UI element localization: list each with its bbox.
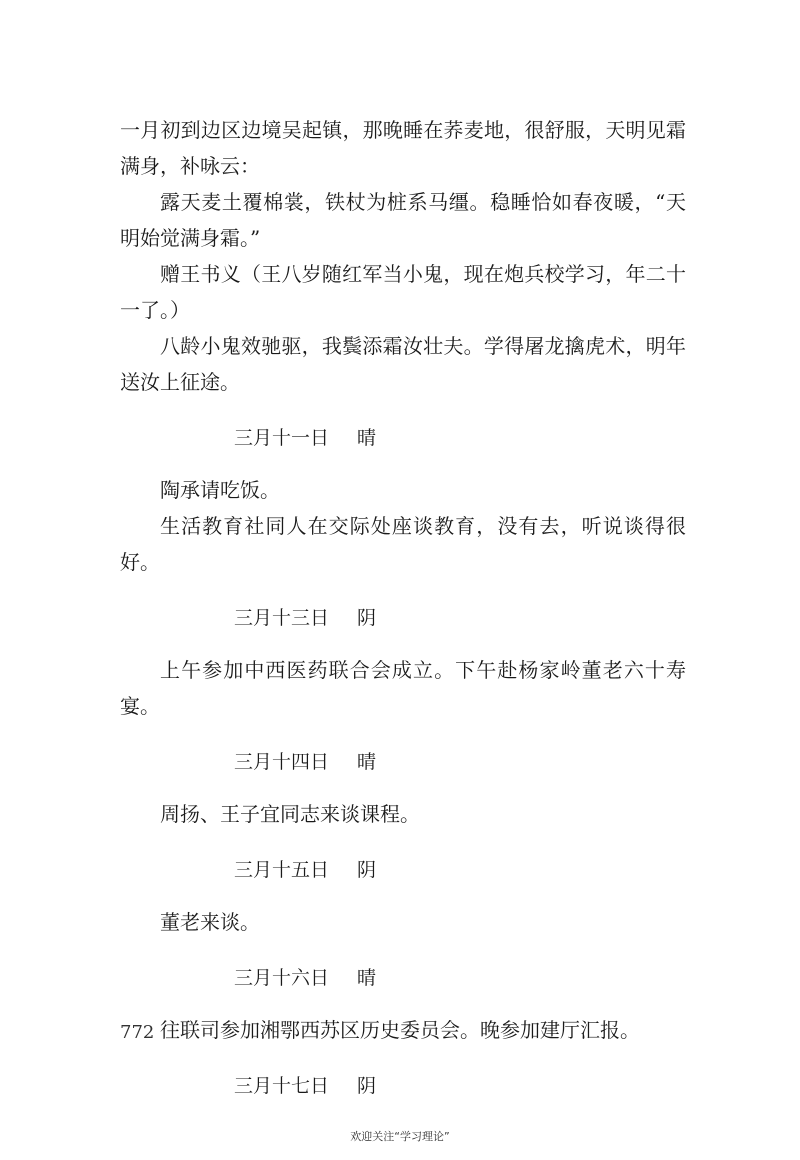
entry-date: 三月十三日 bbox=[234, 607, 330, 629]
entry-weather: 晴 bbox=[357, 751, 377, 773]
paragraph-4: 八龄小鬼效驰驱，我鬓添霜汝壮夫。学得屠龙擒虎术，明年送汝上征途。 bbox=[120, 334, 686, 394]
entry-heading-0311 bbox=[120, 420, 686, 456]
entry-date: 三月十六日 bbox=[234, 967, 330, 989]
entry-weather: 晴 bbox=[357, 427, 377, 449]
entry-line: 陶承请吃饭。 bbox=[160, 478, 280, 502]
entry-line: 往联司参加湘鄂西苏区历史委员会。晚参加建厅汇报。 bbox=[160, 1018, 640, 1042]
entry-weather: 阴 bbox=[357, 859, 377, 881]
footer-text: 欢迎关注“学习理论” bbox=[350, 1130, 450, 1143]
entry-heading-0316 bbox=[120, 960, 686, 996]
entry-heading-0313 bbox=[120, 600, 686, 636]
paragraph-3: 赠王书义（王八岁随红军当小鬼，现在炮兵校学习，年二十一了。） bbox=[120, 262, 686, 322]
entry-heading-0315 bbox=[120, 852, 686, 888]
entry-heading-0317 bbox=[120, 1068, 686, 1104]
entry-weather: 阴 bbox=[357, 607, 377, 629]
paragraph-1: 一月初到边区边境吴起镇，那晚睡在荞麦地，很舒服，天明见霜满身，补咏云： bbox=[120, 118, 686, 178]
entry-line: 上午参加中西医药联合会成立。下午赴杨家岭董老六十寿宴。 bbox=[120, 658, 686, 718]
entry-date: 三月十一日 bbox=[234, 427, 330, 449]
entry-line: 周扬、王子宜同志来谈课程。 bbox=[160, 802, 420, 826]
entry-line: 生活教育社同人在交际处座谈教育，没有去，听说谈得很好。 bbox=[120, 514, 686, 574]
entry-heading-0314 bbox=[120, 744, 686, 780]
entry-weather: 阴 bbox=[357, 1075, 377, 1097]
entry-date: 三月十五日 bbox=[234, 859, 330, 881]
page-number: 772 bbox=[120, 1022, 155, 1043]
entry-line: 董老来谈。 bbox=[160, 910, 260, 934]
entry-weather: 晴 bbox=[357, 967, 377, 989]
paragraph-2: 露天麦土覆棉裳，铁杖为桩系马缰。稳睡恰如春夜暖，“天明始觉满身霜。” bbox=[120, 190, 686, 250]
entry-date: 三月十七日 bbox=[234, 1075, 330, 1097]
entry-date: 三月十四日 bbox=[234, 751, 330, 773]
page-body bbox=[120, 112, 686, 1120]
